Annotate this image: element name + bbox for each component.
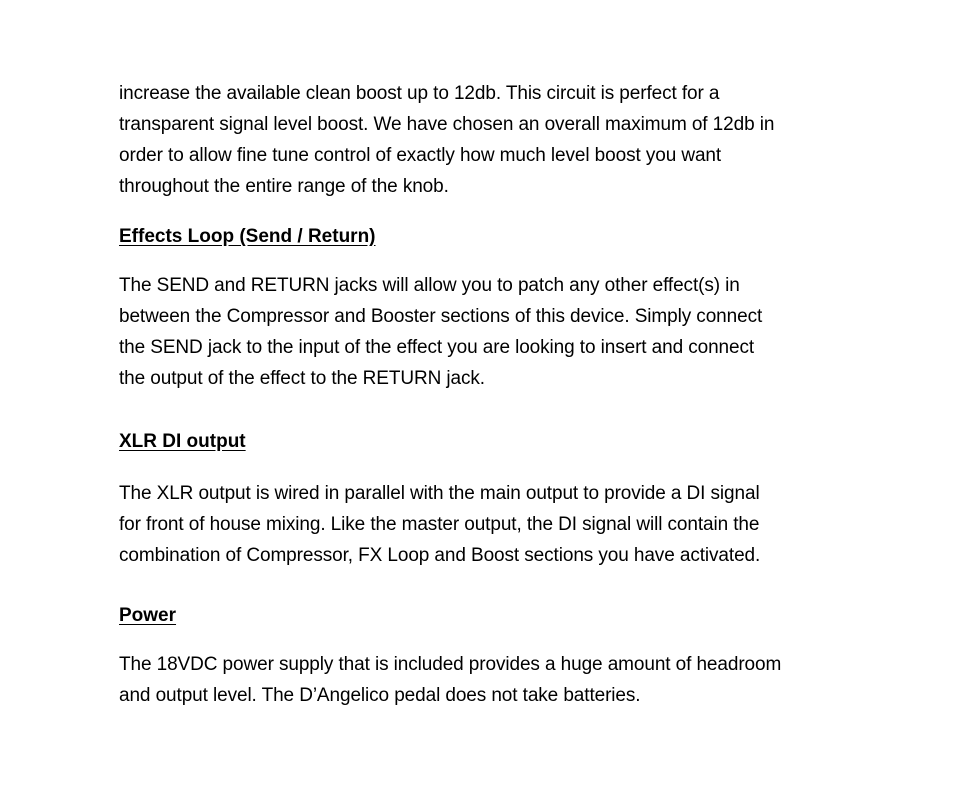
intro-paragraph bbox=[119, 78, 849, 202]
text-line: for front of house mixing. Like the master output, the DI signal will contain the bbox=[119, 514, 760, 535]
effects-loop-heading: Effects Loop (Send / Return) bbox=[119, 226, 376, 247]
power-heading: Power bbox=[119, 605, 177, 626]
text-line: between the Compressor and Booster sections of this device. Simply connect bbox=[119, 306, 763, 327]
text-line: order to allow fine tune control of exactly how much level boost you want bbox=[119, 145, 722, 166]
power-paragraph bbox=[119, 649, 849, 711]
text-line: increase the available clean boost up to 12db. This circuit is perfect for a bbox=[119, 83, 720, 104]
text-line: The XLR output is wired in parallel with the main output to provide a DI signal bbox=[119, 483, 760, 504]
text-line: the SEND jack to the input of the effect you are looking to insert and connect bbox=[119, 337, 755, 358]
xlr-di-output-paragraph bbox=[119, 478, 849, 571]
text-line: The 18VDC power supply that is included provides a huge amount of headroom bbox=[119, 654, 782, 675]
text-line: combination of Compressor, FX Loop and Boost sections you have activated. bbox=[119, 545, 761, 566]
document-page bbox=[119, 78, 849, 711]
text-line: transparent signal level boost. We have chosen an overall maximum of 12db in bbox=[119, 114, 775, 135]
text-line: and output level. The D’Angelico pedal does not take batteries. bbox=[119, 685, 641, 706]
text-line: The SEND and RETURN jacks will allow you to patch any other effect(s) in bbox=[119, 275, 740, 296]
text-line: throughout the entire range of the knob. bbox=[119, 176, 449, 197]
effects-loop-paragraph bbox=[119, 270, 849, 394]
xlr-di-output-heading: XLR DI output bbox=[119, 431, 246, 452]
text-line: the output of the effect to the RETURN jack. bbox=[119, 368, 485, 389]
